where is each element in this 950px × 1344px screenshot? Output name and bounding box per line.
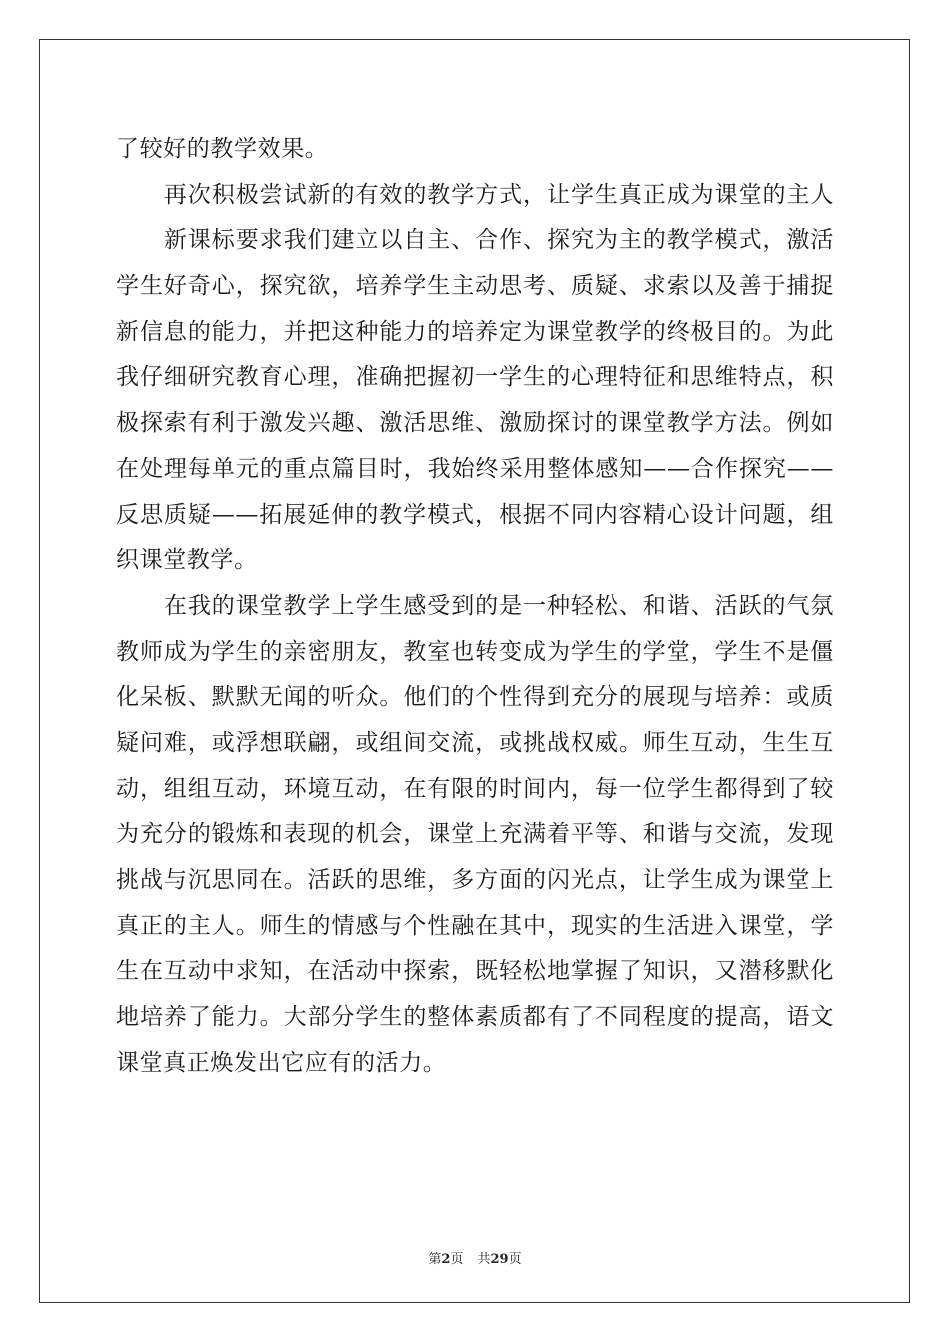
text-line: 化呆板、默默无闻的听众。他们的个性得到充分的展现与培养：或质 (116, 684, 834, 711)
text-line: 在处理每单元的重点篇目时，我始终采用整体感知——合作探究—— (116, 455, 834, 482)
page-footer (0, 1248, 950, 1267)
text-line: 动，组组互动，环境互动，在有限的时间内，每一位学生都得到了较 (116, 775, 834, 802)
text-line: 教师成为学生的亲密朋友，教室也转变成为学生的学堂，学生不是僵 (116, 638, 834, 665)
text-line: 地培养了能力。大部分学生的整体素质都有了不同程度的提高，语文 (116, 1004, 834, 1031)
footer-total-pages: 29 (490, 1252, 509, 1267)
document-body (116, 127, 834, 1086)
text-line: 为充分的锻炼和表现的机会，课堂上充满着平等、和谐与交流，发现 (116, 821, 834, 848)
text-line: 新课标要求我们建立以自主、合作、探究为主的教学模式，激活 (116, 227, 834, 254)
footer-page-suffix: 页 (450, 1252, 464, 1267)
footer-total-suffix: 页 (508, 1252, 522, 1267)
text-line: 真正的主人。师生的情感与个性融在其中，现实的生活进入课堂，学 (116, 912, 834, 939)
footer-total-prefix: 共 (477, 1252, 491, 1267)
text-line: 挑战与沉思同在。活跃的思维，多方面的闪光点，让学生成为课堂上 (116, 867, 834, 893)
text-line: 课堂真正焕发出它应有的活力。 (116, 1049, 447, 1076)
text-line: 再次积极尝试新的有效的教学方式，让学生真正成为课堂的主人 (116, 181, 834, 208)
text-line: 织课堂教学。 (116, 547, 258, 574)
text-line: 疑问难，或浮想联翩，或组间交流，或挑战权威。师生互动，生生互 (116, 729, 834, 756)
text-line: 了较好的教学效果。 (116, 136, 329, 162)
text-line: 我仔细研究教育心理，准确把握初一学生的心理特征和思维特点，积 (116, 364, 834, 391)
text-line: 生在互动中求知，在活动中探索，既轻松地掌握了知识，又潜移默化 (116, 958, 834, 985)
text-line: 学生好奇心，探究欲，培养学生主动思考、质疑、求索以及善于捕捉 (116, 273, 834, 300)
text-line: 反思质疑——拓展延伸的教学模式，根据不同内容精心设计问题，组 (116, 501, 834, 528)
footer-page-prefix: 第 (428, 1252, 442, 1267)
text-line: 极探索有利于激发兴趣、激活思维、激励探讨的课堂教学方法。例如 (116, 410, 834, 437)
footer-page-number: 2 (441, 1252, 451, 1267)
text-line: 新信息的能力，并把这种能力的培养定为课堂教学的终极目的。为此 (116, 318, 834, 345)
text-line: 在我的课堂教学上学生感受到的是一种轻松、和谐、活跃的气氛 (116, 592, 834, 619)
